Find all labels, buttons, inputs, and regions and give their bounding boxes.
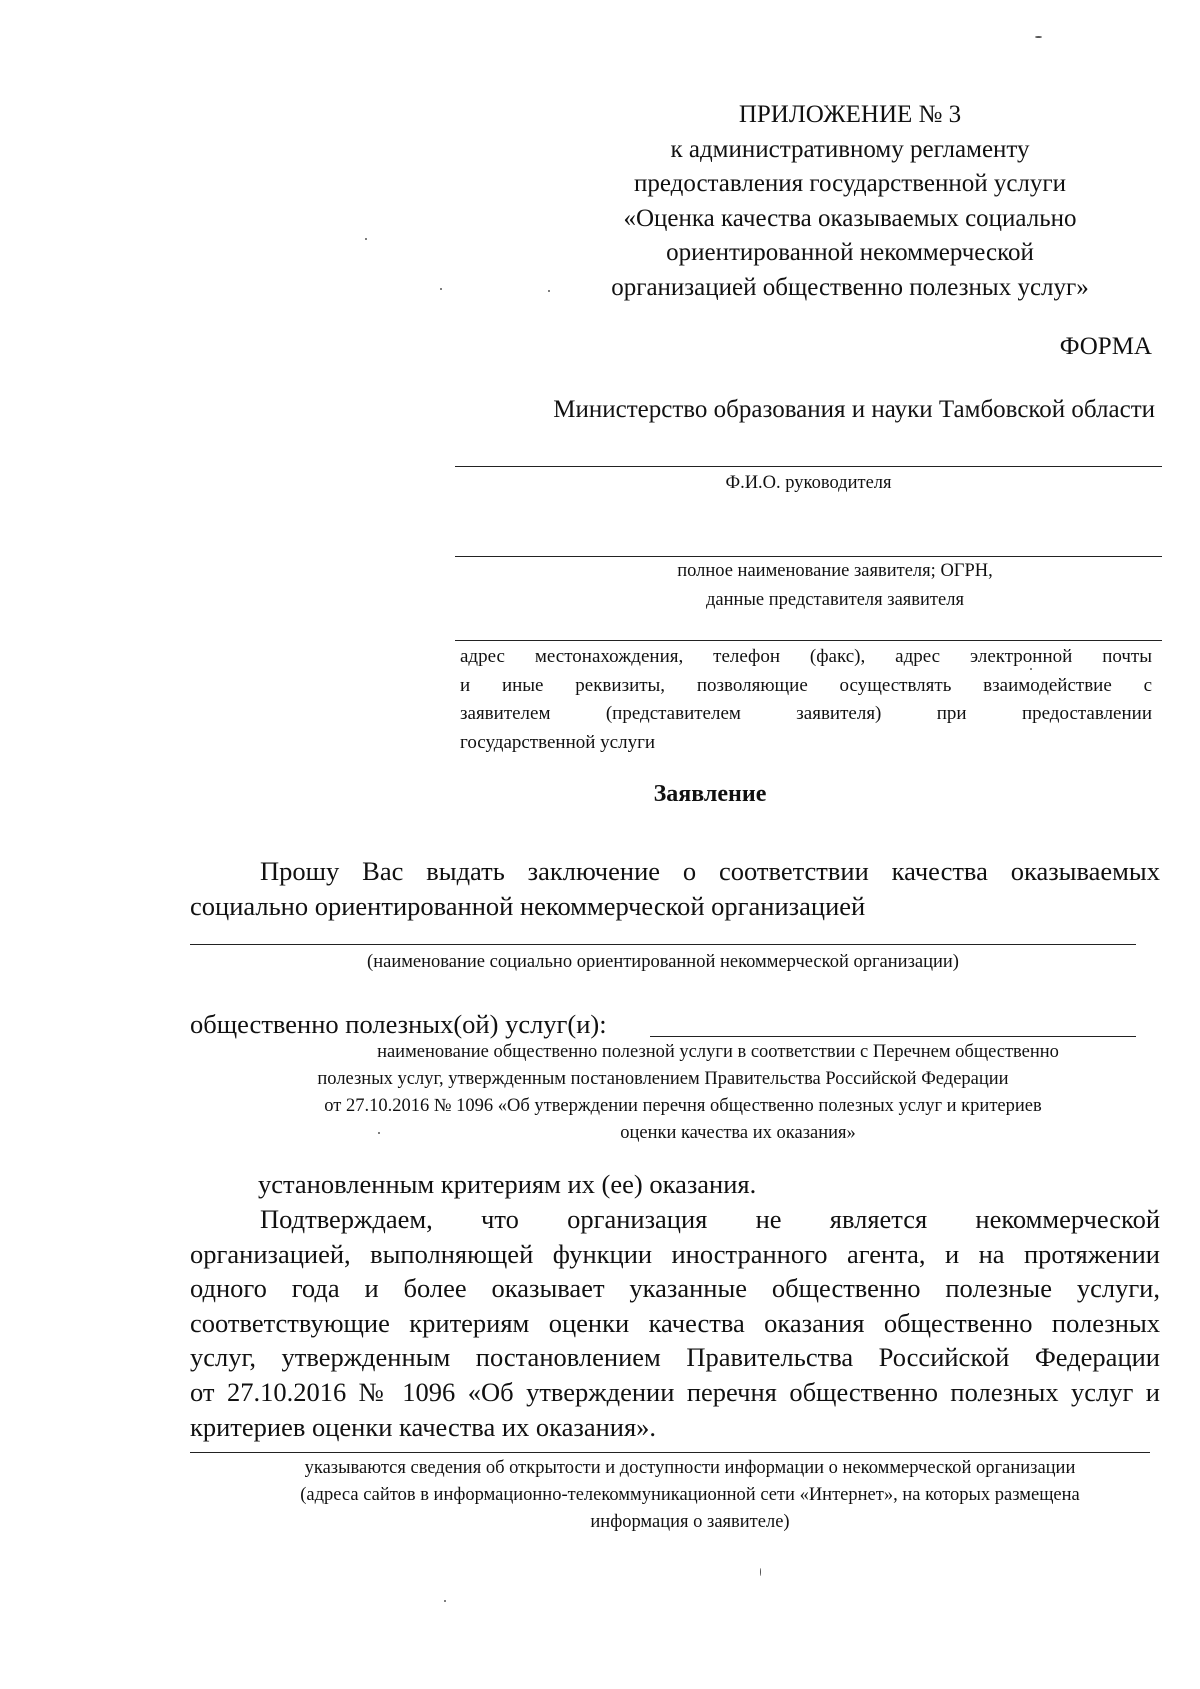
request-line: социально ориентированной некоммерческой организацией xyxy=(190,890,866,921)
criteria-line: установленным критериям их (ее) оказания. xyxy=(258,1169,757,1199)
org-name-caption: (наименование социально ориентированной некоммерческой организации) xyxy=(367,952,959,972)
scan-speck xyxy=(1035,36,1042,38)
disclosure-caption-line: информация о заявителе) xyxy=(590,1512,790,1532)
appendix-line: организацией общественно полезных услуг» xyxy=(611,273,1089,301)
services-caption-line: наименование общественно полезной услуги в соответствии с Перечнем общественно xyxy=(377,1042,1059,1062)
ministry-name: Министерство образования и науки Тамбовской области xyxy=(553,396,1155,423)
confirmation-line: соответствующие критериям оценки качества оказания общественно полезных xyxy=(190,1307,1160,1338)
address-line xyxy=(455,640,1162,641)
confirmation-line: одного года и более оказывает указанные общественно полезные услуги, xyxy=(190,1273,1160,1304)
document-title: Заявление xyxy=(653,781,767,807)
services-caption-line: оценки качества их оказания» xyxy=(620,1123,856,1143)
scan-speck xyxy=(548,290,550,292)
scan-speck xyxy=(378,1132,380,1134)
services-caption-line: полезных услуг, утвержденным постановлением Правительства Российской Федерации xyxy=(317,1069,1009,1089)
request-paragraph xyxy=(190,854,1160,923)
scan-speck xyxy=(444,1600,446,1602)
scan-speck xyxy=(760,1568,761,1576)
form-label: ФОРМА xyxy=(1059,333,1152,360)
head-name-line xyxy=(455,466,1162,467)
applicant-caption: данные представителя заявителя xyxy=(706,590,964,610)
address-caption-line: государственной услуги xyxy=(460,731,656,753)
scan-speck xyxy=(1030,668,1032,670)
disclosure-caption xyxy=(190,1455,1150,1536)
address-caption-line: заявителем (представителем заявителя) при предоставлении xyxy=(460,703,1152,724)
confirmation-line: от 27.10.2016 № 1096 «Об утверждении перечня общественно полезных услуг и xyxy=(190,1376,1160,1407)
confirmation-line: услуг, утвержденным постановлением Правительства Российской Федерации xyxy=(190,1342,1160,1373)
services-line xyxy=(650,1036,1136,1037)
disclosure-caption-line: (адреса сайтов в информационно-телекоммуникационной сети «Интернет», на которых размещена xyxy=(300,1485,1080,1505)
appendix-line: ориентированной некоммерческой xyxy=(666,239,1034,266)
address-caption-line: адрес местонахождения, телефон (факс), адрес электронной почты xyxy=(460,646,1152,667)
appendix-line: предоставления государственной услуги xyxy=(633,170,1067,197)
request-line: Прошу Вас выдать заключение о соответствии качества оказываемых xyxy=(260,856,1160,886)
scan-speck xyxy=(440,288,442,290)
confirmation-line: организацией, выполняющей функции иностранного агента, и на протяжении xyxy=(190,1238,1160,1269)
confirmation-paragraph xyxy=(190,1202,1160,1444)
services-caption-line: от 27.10.2016 № 1096 «Об утверждении перечня общественно полезных услуг и критериев xyxy=(324,1096,1042,1116)
appendix-line: «Оценка качества оказываемых социально xyxy=(623,204,1077,232)
org-name-line xyxy=(190,944,1136,945)
applicant-caption: полное наименование заявителя; ОГРН, xyxy=(677,561,993,581)
address-caption xyxy=(460,643,1152,757)
head-name-caption: Ф.И.О. руководителя xyxy=(725,473,892,493)
appendix-line: к административному регламенту xyxy=(670,135,1030,163)
services-label: общественно полезных(ой) услуг(и): xyxy=(190,1009,607,1039)
confirmation-line: Подтверждаем, что организация не является некоммерческой xyxy=(260,1204,1160,1234)
confirmation-line: критериев оценки качества их оказания». xyxy=(190,1411,657,1442)
disclosure-line xyxy=(190,1452,1150,1453)
appendix-title: ПРИЛОЖЕНИЕ № 3 xyxy=(738,101,962,128)
address-caption-line: и иные реквизиты, позволяющие осуществлять взаимодействие с xyxy=(460,674,1152,696)
scan-speck xyxy=(365,238,367,240)
services-caption xyxy=(190,1039,1136,1147)
disclosure-caption-line: указываются сведения об открытости и доступности информации о некоммерческой организации xyxy=(304,1458,1076,1478)
appendix-header xyxy=(580,98,1120,305)
